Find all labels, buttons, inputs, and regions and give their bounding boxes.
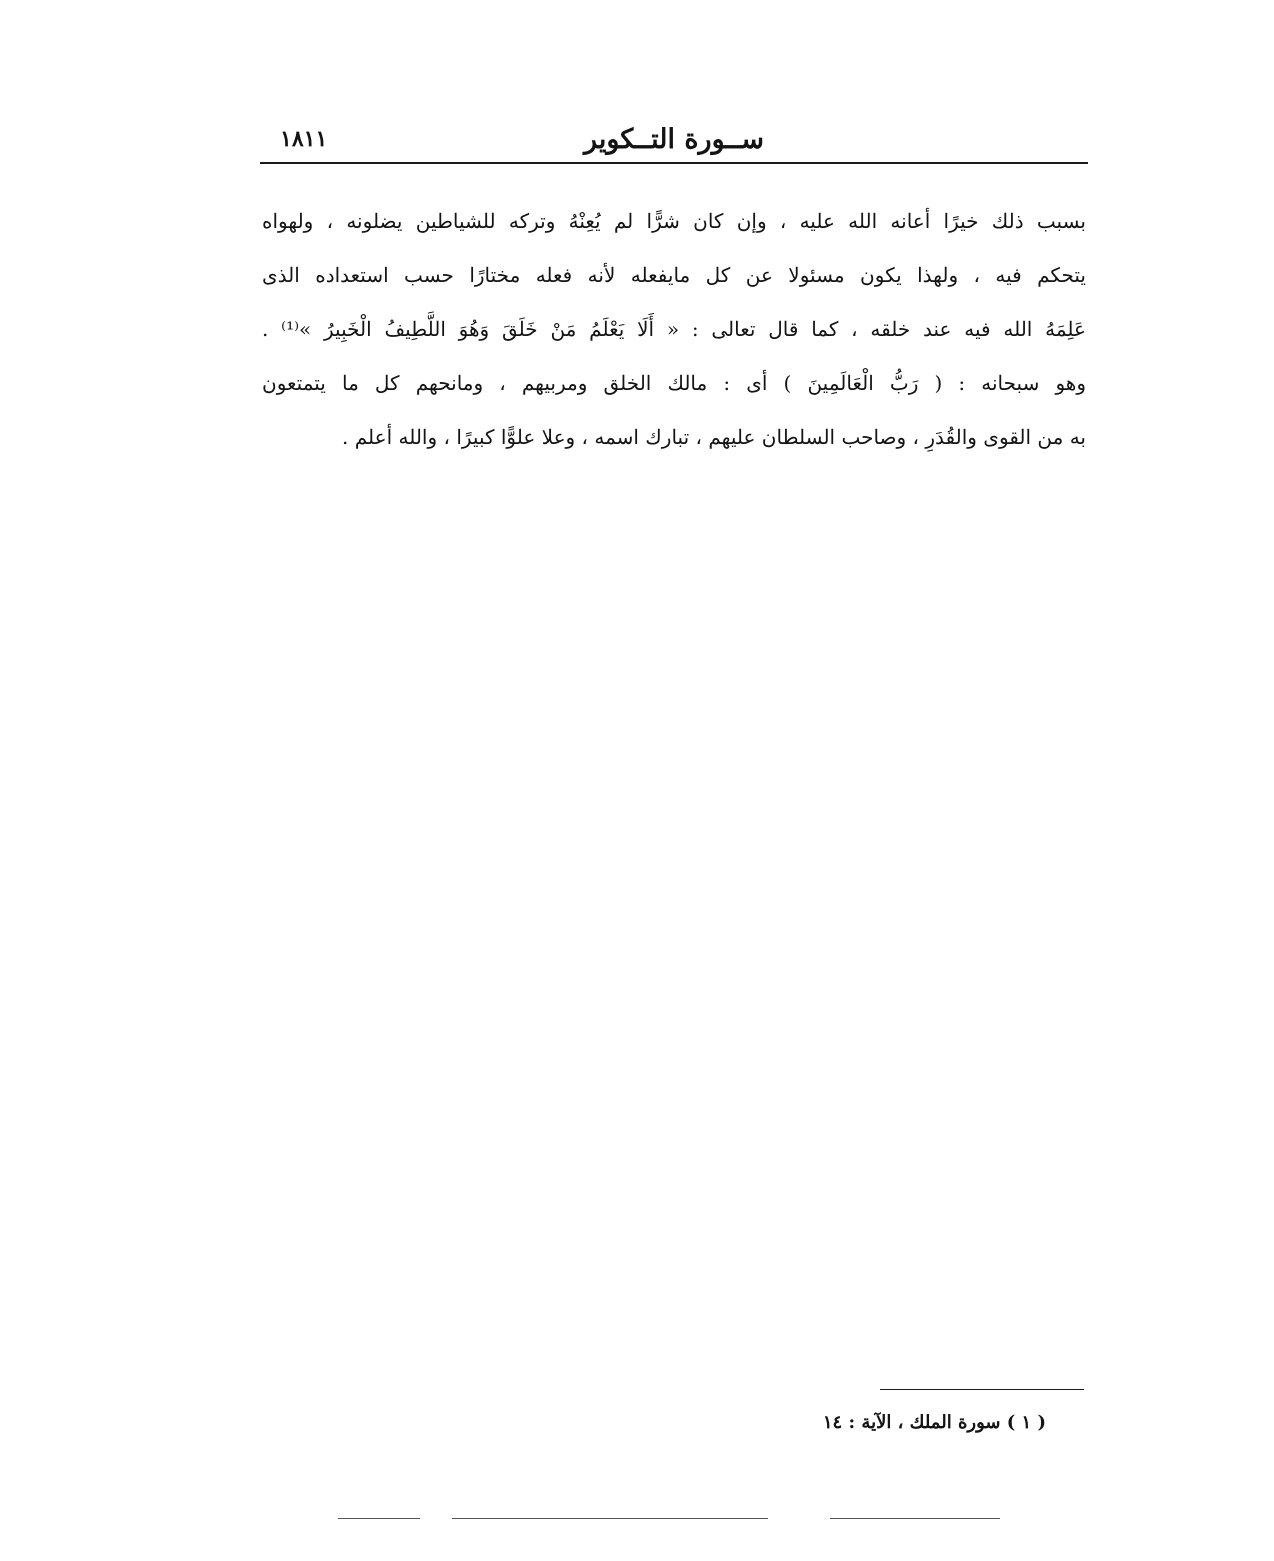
text-line: بسبب ذلك خيرًا أعانه الله عليه ، وإن كان شرًّا لم يُعِنْهُ وتركه للشياطين يضلونه ، ولهواه	[262, 209, 1086, 233]
footnote: ( ١ ) سورة الملك ، الآية : ١٤	[822, 1412, 1046, 1433]
text-line: وهو سبحانه : ( رَبُّ الْعَالَمِينَ ) أى : مالك الخلق ومربيهم ، ومانحهم كل ما يتمتعون	[262, 371, 1086, 395]
text-line: عَلِمَهُ الله فيه عند خلقه ، كما قال تعالى : « أَلَا يَعْلَمُ مَنْ خَلَقَ وَهُوَ اللَّطِيفُ الْخَبِيرُ »⁽¹⁾ .	[262, 317, 1086, 341]
body-text	[262, 194, 1086, 464]
text-line: به من القوى والقُدَرِ ، وصاحب السلطان عليهم ، تبارك اسمه ، وعلا علوًّا كبيرًا ، والله أعلم .	[342, 425, 1086, 449]
text-line: يتحكم فيه ، ولهذا يكون مسئولا عن كل مايفعله لأنه فعله مختارًا حسب استعداده الذى	[262, 263, 1086, 287]
bottom-scan-line	[452, 1518, 768, 1519]
header-divider	[260, 162, 1088, 164]
page-number: ١٨١١	[280, 126, 328, 152]
surah-title: ســورة التــكوير	[584, 124, 764, 155]
page-header	[260, 118, 1088, 162]
bottom-scan-line	[338, 1518, 420, 1519]
bottom-scan-line	[830, 1518, 1000, 1519]
footnote-divider	[880, 1389, 1084, 1390]
